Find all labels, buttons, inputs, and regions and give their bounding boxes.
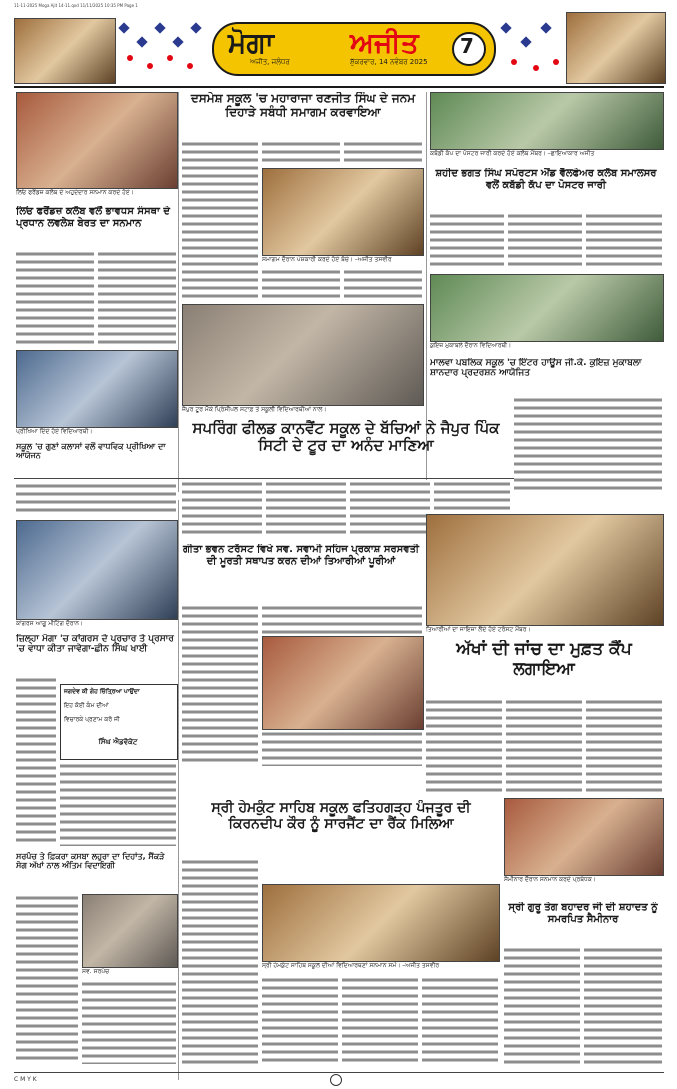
jaipur-body-text-4 [434,480,510,510]
masthead-city: ਮੋਗਾ [228,26,274,59]
jaipur-body-text-3 [350,480,430,538]
eye-camp-headline: ਅੱਖਾਂ ਦੀ ਜਾਂਚ ਦਾ ਮੁਫ਼ਤ ਕੈਂਪ ਲਗਾਇਆ [456,640,632,679]
dasmesh-body-text-5 [344,268,422,300]
lions-headline: ਲਿਓ ਫਰੈਂਡਜ਼ ਕਲੱਬ ਵਲੋਂ ਭਾਵਧਸ ਸੰਸਥਾ ਦੇ ਪ੍ਰਧਾਨ ਲਵਲੇਸ਼ ਬੇਰਤ ਦਾ ਸਨਮਾਨ [16,206,170,229]
hemkunt-caption: ਸ੍ਰੀ ਹੇਮਕੁੰਟ ਸਾਹਿਬ ਸਕੂਲ ਦੀਆਂ ਵਿਦਿਆਰਥਣਾਂ ਸਨਮਾਨ ਸਮੇਂ। –ਅਜੀਤ ਤਸਵੀਰ [262,962,440,969]
dasmesh-caption: ਸਮਾਗਮ ਦੌਰਾਨ ਪੇਸ਼ਕਾਰੀ ਕਰਦੇ ਹੋਏ ਬੱਚੇ। –ਅਜੀਤ ਤਸਵੀਰ [262,256,392,263]
jaipur-photo [182,304,424,406]
congress-ad-line-3: ਵਿਚਾਰਕੇ ਪ੍ਰਣਾਮ ਕਰੋ ਜੀ [64,716,120,723]
masthead-building-right-image [566,12,666,84]
hemkunt-body-text-3 [342,976,418,1066]
guru-tegh-body-text-2 [584,946,662,1066]
congress-ad-name: ਸਿੰਘ ਐਡਵੋਕੇਟ [98,738,138,746]
dasmesh-body-text-3 [344,140,422,164]
obit-body-text [16,894,78,1064]
lions-body-text [16,250,94,346]
registration-mark [330,1074,342,1086]
masthead-ornament-left [116,18,212,82]
lions-photo [16,92,178,189]
hemkunt-body-text-4 [422,976,498,1066]
congress-body-text [16,676,56,846]
gita-photo-2 [262,636,424,730]
hemkunt-headline: ਸ੍ਰੀ ਹੇਮਕੁੰਟ ਸਾਹਿਬ ਸਕੂਲ ਫਤਿਹਗੜ੍ਹ ਪੰਜਤੂਰ ਦੀ ਕਿਰਨਦੀਪ ਕੌਰ ਨੂੰ ਸਾਰਜੈਂਟ ਦਾ ਰੈਂਕ ਮਿਲਿਆ [211,800,471,833]
gita-caption: ਤਿਆਰੀਆਂ ਦਾ ਜਾਇਜ਼ਾ ਲੈਂਦੇ ਹੋਏ ਟਰੱਸਟ ਮੈਂਬਰ। [426,626,531,633]
column-rule [178,500,179,1080]
masthead-date: ਸ਼ੁੱਕਰਵਾਰ, 14 ਨਵੰਬਰ 2025 [350,58,428,66]
dasmesh-photo [262,168,424,256]
malwa-headline: ਮਾਲਵਾ ਪਬਲਿਕ ਸਕੂਲ 'ਚ ਇੰਟਰ ਹਾਊਸ ਜੀ.ਕੇ. ਕੁਇਜ਼ ਮੁਕਾਬਲਾ ਸ਼ਾਨਦਾਰ ਪ੍ਰਦਰਸ਼ਨ ਆਯੋਜਿਤ [430,358,642,379]
malwa-caption: ਕੁਇਜ਼ ਮੁਕਾਬਲੇ ਦੌਰਾਨ ਵਿਦਿਆਰਥੀ। [430,342,512,349]
kabaddi-caption: ਕਬੱਡੀ ਕੱਪ ਦਾ ਪੋਸਟਰ ਜਾਰੀ ਕਰਦੇ ਹੋਏ ਕਲੱਬ ਮੈਂਬਰ। –ਛਾਇਆਕਾਰ ਅਜੀਤ [430,150,595,157]
page-number: 7 [460,34,474,58]
congress-ad-line-1: ਜਗਦੇਵ ਕੀ ਗੋਹ ਚਿੱਤ੍ਰਿਆ ਪਾਉਂਦਾ [64,688,140,695]
dasmesh-body-text-2 [262,140,340,164]
jaipur-body-text-2 [266,480,346,538]
gita-body-text [182,604,258,764]
masthead-building-left-image [14,18,116,84]
gita-body-text-2 [262,604,422,634]
footer-marks: C M Y K [14,1076,37,1083]
malwa-photo [430,274,664,342]
print-slug: 11-11-2025 Moga Ajit 14-11.qxd 11/11/2025 10:35 PM Page 1 [14,3,138,8]
dasmesh-body-text-4 [262,268,340,300]
kabaddi-body-text [430,212,504,270]
dasmesh-body-text [182,140,258,298]
masthead-sub: ਅਜੀਤ, ਜਲੰਧਰ [250,58,290,66]
masthead [14,12,664,82]
eye-camp-body-text-2 [506,698,582,794]
kabaddi-body-text-2 [508,212,582,270]
eye-camp-body-text-3 [586,698,662,794]
gita-body-text-3 [262,730,422,766]
obit-caption: ਸਵ. ਸਰਪੰਚ [82,968,110,975]
guru-tegh-headline: ਸ੍ਰੀ ਗੁਰੂ ਤੇਗ ਬਹਾਦਰ ਜੀ ਦੀ ਸ਼ਹਾਦਤ ਨੂੰ ਸਮਰਪਿਤ ਸੈਮੀਨਾਰ [508,902,658,925]
obit-body-text-2 [82,980,176,1064]
hemkunt-body-text [182,858,258,1066]
hemkunt-body-text-2 [262,976,338,1066]
jaipur-headline: ਸਪਰਿੰਗ ਫੀਲਡ ਕਾਨਵੈਂਟ ਸਕੂਲ ਦੇ ਬੱਚਿਆਂ ਨੇ ਜੈਪੁਰ ਪਿੰਕ ਸਿਟੀ ਦੇ ਟੂਰ ਦਾ ਅਨੰਦ ਮਾਣਿਆ [192,420,500,455]
exam-headline: ਸਕੂਲ 'ਚ ਗੁਣਾਂ ਕਲਾਸਾਂ ਵਲੋਂ ਵਾਧਵਿਕ ਪ੍ਰੀਖਿਆ ਦਾ ਆਯੋਜਨ [16,442,166,461]
kabaddi-body-text-3 [586,212,662,270]
lions-caption: ਲਿਓ ਫਰੈਂਡਜ਼ ਕਲੱਬ ਦੇ ਅਹੁਦੇਦਾਰ ਸਨਮਾਨ ਕਰਦੇ ਹੋਏ। [16,189,134,196]
obit-photo [82,894,178,968]
exam-body-text [16,482,176,516]
dasmesh-headline: ਦਸਮੇਸ਼ ਸਕੂਲ 'ਚ ਮਹਾਰਾਜਾ ਰਣਜੀਤ ਸਿੰਘ ਦੇ ਜਨਮ ਦਿਹਾੜੇ ਸਬੰਧੀ ਸਮਾਗਮ ਕਰਵਾਇਆ [190,92,416,119]
jaipur-caption: ਜੈਪੁਰ ਟੂਰ ਮੌਕੇ ਪ੍ਰਿੰਸੀਪਲ ਸਟਾਫ਼ ਤੇ ਸਕੂਲੀ ਵਿਦਿਆਰਥੀਆਂ ਨਾਲ। [182,406,327,413]
kabaddi-headline: ਸ਼ਹੀਦ ਭਗਤ ਸਿੰਘ ਸਪੋਰਟਸ ਐਂਡ ਵੈੱਲਫੇਅਰ ਕਲੱਬ ਸਮਾਲਸਰ ਵਲੋਂ ਕਬੱਡੀ ਕੱਪ ਦਾ ਪੋਸਟਰ ਜਾਰੀ [435,168,657,191]
kabaddi-photo [430,92,664,150]
exam-photo [16,350,178,428]
masthead-ornament-right [496,18,566,82]
obit-headline: ਸਰਪੰਚ ਤੇ ਫ਼ਿਕਰਾ ਕਸਬਾ ਲਹੁਰਾ ਦਾ ਦਿਹਾਂਤ, ਸੈਂਕੜੇ ਸੋਗ ਅੱਖਾਂ ਨਾਲ ਅੰਤਿਮ ਵਿਦਾਇਗੀ [16,852,165,871]
gita-headline: ਗੀਤਾ ਭਵਨ ਟਰੱਸਟ ਵਿਖੇ ਸਵ. ਸਵਾਮੀ ਸਹਿਜ ਪ੍ਰਕਾਸ਼ ਸਰਸਵਤੀ ਦੀ ਮੂਰਤੀ ਸਥਾਪਤ ਕਰਨ ਦੀਆਂ ਤਿਆਰੀਆਂ ਪੂਰੀਆਂ [182,544,420,567]
congress-body-text-2 [60,762,176,846]
exam-caption: ਪ੍ਰੀਖਿਆ ਦਿੰਦੇ ਹੋਏ ਵਿਦਿਆਰਥੀ। [16,428,93,435]
footer-rule [14,1072,664,1073]
masthead-paper: ਅਜੀਤ [350,26,419,59]
congress-headline: ਜ਼ਿਲ੍ਹਾ ਮੋਗਾ 'ਚ ਕਾਂਗਰਸ ਦੇ ਪ੍ਰਚਾਰ ਤੇ ਪ੍ਰਸਾਰ 'ਚ ਵਾਧਾ ਕੀਤਾ ਜਾਵੇਗਾ-ਛੀਨ ਸਿੰਘ ਖਾਈ [16,634,174,655]
guru-tegh-caption: ਸੈਮੀਨਾਰ ਦੌਰਾਨ ਸਨਮਾਨ ਕਰਦੇ ਪ੍ਰਬੰਧਕ। [504,876,596,883]
guru-tegh-body-text [504,946,580,1066]
column-rule [178,92,179,492]
gita-photo [426,514,664,626]
congress-caption: ਕਾਂਗਰਸ ਆਗੂ ਮੀਟਿੰਗ ਦੌਰਾਨ। [16,620,84,627]
congress-ad-line-2: ਇਹ ਕੋਈ ਕੰਮ ਦੀਆਂ [64,702,109,709]
masthead-rule [14,86,664,88]
lions-body-text-2 [98,250,176,346]
hemkunt-photo [262,884,500,962]
jaipur-body-text [182,480,262,538]
eye-camp-body-text [426,698,502,794]
malwa-body-text [514,396,662,490]
guru-tegh-photo [504,798,664,876]
congress-photo [16,520,178,620]
section-rule [14,478,514,479]
